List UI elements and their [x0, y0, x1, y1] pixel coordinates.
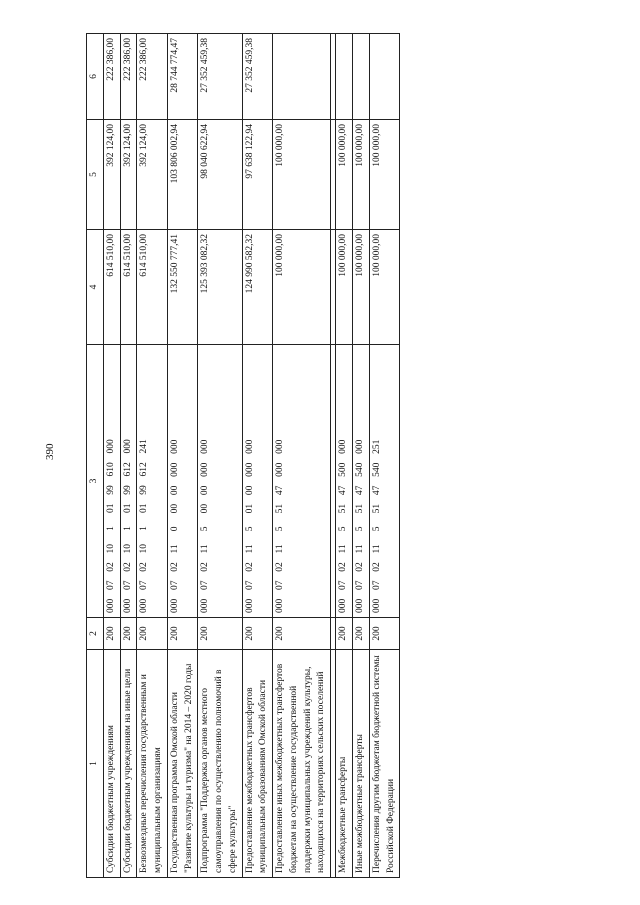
- row-name-cell: Межбюджетные трансферты: [336, 650, 353, 878]
- header-cell: 3: [87, 345, 104, 618]
- row-name-cell: Субсидии бюджетным учреждениям на иные цели: [120, 650, 137, 878]
- budget-code-cell: 000 07 02 10 1 01 99 612 000: [120, 345, 137, 618]
- amount-col5-cell: 100 000,00: [336, 120, 353, 230]
- header-row: [87, 34, 104, 878]
- amount-col4-cell: 100 000,00: [336, 230, 353, 345]
- amount-col5-cell: 392 124,00: [120, 120, 137, 230]
- amount-col6-cell: [273, 34, 331, 120]
- amount-col5-cell: 97 638 122,94: [242, 120, 273, 230]
- row-name-cell: Предоставление межбюджетных трансфертов муниципальным образованиям Омской области: [242, 650, 273, 878]
- row-name-cell: Предоставление иных межбюджетных трансфертов бюджетам на осуществление государственной поддержки муниципальных учреждений культуры, находящихся на территориях сельских поселений: [273, 650, 331, 878]
- admin-code-cell: 200: [120, 618, 137, 650]
- budget-code-cell: 000 07 02 11 5 01 00 000 000: [242, 345, 273, 618]
- amount-col6-cell: 27 352 459,38: [198, 34, 242, 120]
- table-row: [103, 34, 120, 878]
- budget-table-container: [86, 33, 516, 878]
- row-name-cell: Перечисления другим бюджетам бюджетной системы Российской Федерации: [369, 650, 400, 878]
- amount-col6-cell: 222 386,00: [120, 34, 137, 120]
- admin-code-cell: 200: [242, 618, 273, 650]
- amount-col5-cell: 392 124,00: [137, 120, 168, 230]
- row-name-cell: Безвозмездные перечисления государственным и муниципальным организациям: [137, 650, 168, 878]
- budget-code-cell: 000 07 02 11 5 00 00 000 000: [198, 345, 242, 618]
- header-cell: 6: [87, 34, 104, 120]
- page-number: 390: [44, 443, 56, 461]
- amount-col4-cell: 100 000,00: [369, 230, 400, 345]
- header-cell: 1: [87, 650, 104, 878]
- amount-col5-cell: 100 000,00: [369, 120, 400, 230]
- table-row: [198, 34, 242, 878]
- table-row: [167, 34, 198, 878]
- table-row: [353, 34, 370, 878]
- budget-code-cell: 000 07 02 11 5 51 47 000 000: [273, 345, 331, 618]
- budget-code-cell: 000 07 02 11 5 51 47 540 251: [369, 345, 400, 618]
- amount-col4-cell: 100 000,00: [273, 230, 331, 345]
- admin-code-cell: 200: [336, 618, 353, 650]
- budget-code-cell: 000 07 02 10 1 01 99 612 241: [137, 345, 168, 618]
- admin-code-cell: 200: [369, 618, 400, 650]
- table-row: [273, 34, 331, 878]
- amount-col4-cell: 100 000,00: [353, 230, 370, 345]
- amount-col4-cell: 124 990 582,32: [242, 230, 273, 345]
- amount-col5-cell: 103 806 002,94: [167, 120, 198, 230]
- table-row: [336, 34, 353, 878]
- amount-col6-cell: 222 386,00: [103, 34, 120, 120]
- amount-col6-cell: [336, 34, 353, 120]
- row-name-cell: Иные межбюджетные трансферты: [353, 650, 370, 878]
- budget-code-cell: 000 07 02 11 0 00 00 000 000: [167, 345, 198, 618]
- header-cell: 4: [87, 230, 104, 345]
- amount-col4-cell: 614 510,00: [137, 230, 168, 345]
- budget-code-cell: 000 07 02 11 5 51 47 540 000: [353, 345, 370, 618]
- amount-col5-cell: 100 000,00: [353, 120, 370, 230]
- table-row: [242, 34, 273, 878]
- amount-col5-cell: 392 124,00: [103, 120, 120, 230]
- admin-code-cell: 200: [137, 618, 168, 650]
- row-name-cell: Субсидии бюджетным учреждениям: [103, 650, 120, 878]
- table-row: [137, 34, 168, 878]
- admin-code-cell: 200: [353, 618, 370, 650]
- admin-code-cell: 200: [198, 618, 242, 650]
- amount-col6-cell: [369, 34, 400, 120]
- table-row: [369, 34, 400, 878]
- budget-code-cell: 000 07 02 10 1 01 99 610 000: [103, 345, 120, 618]
- row-name-cell: Подпрограмма "Поддержка органов местного самоуправления по осуществлению полномочий в сфере культуры": [198, 650, 242, 878]
- budget-code-cell: 000 07 02 11 5 51 47 500 000: [336, 345, 353, 618]
- admin-code-cell: 200: [103, 618, 120, 650]
- amount-col4-cell: 125 393 082,32: [198, 230, 242, 345]
- table-row: [120, 34, 137, 878]
- admin-code-cell: 200: [167, 618, 198, 650]
- amount-col5-cell: 100 000,00: [273, 120, 331, 230]
- amount-col5-cell: 98 040 622,94: [198, 120, 242, 230]
- amount-col6-cell: 28 744 774,47: [167, 34, 198, 120]
- amount-col6-cell: [353, 34, 370, 120]
- amount-col4-cell: 614 510,00: [103, 230, 120, 345]
- amount-col4-cell: 614 510,00: [120, 230, 137, 345]
- amount-col6-cell: 27 352 459,38: [242, 34, 273, 120]
- row-name-cell: Государственная программа Омской области "Развитие культуры и туризма" на 2014 – 2020 годы: [167, 650, 198, 878]
- amount-col6-cell: 222 386,00: [137, 34, 168, 120]
- amount-col4-cell: 132 550 777,41: [167, 230, 198, 345]
- header-cell: 2: [87, 618, 104, 650]
- admin-code-cell: 200: [273, 618, 331, 650]
- header-cell: 5: [87, 120, 104, 230]
- budget-table: [86, 33, 400, 878]
